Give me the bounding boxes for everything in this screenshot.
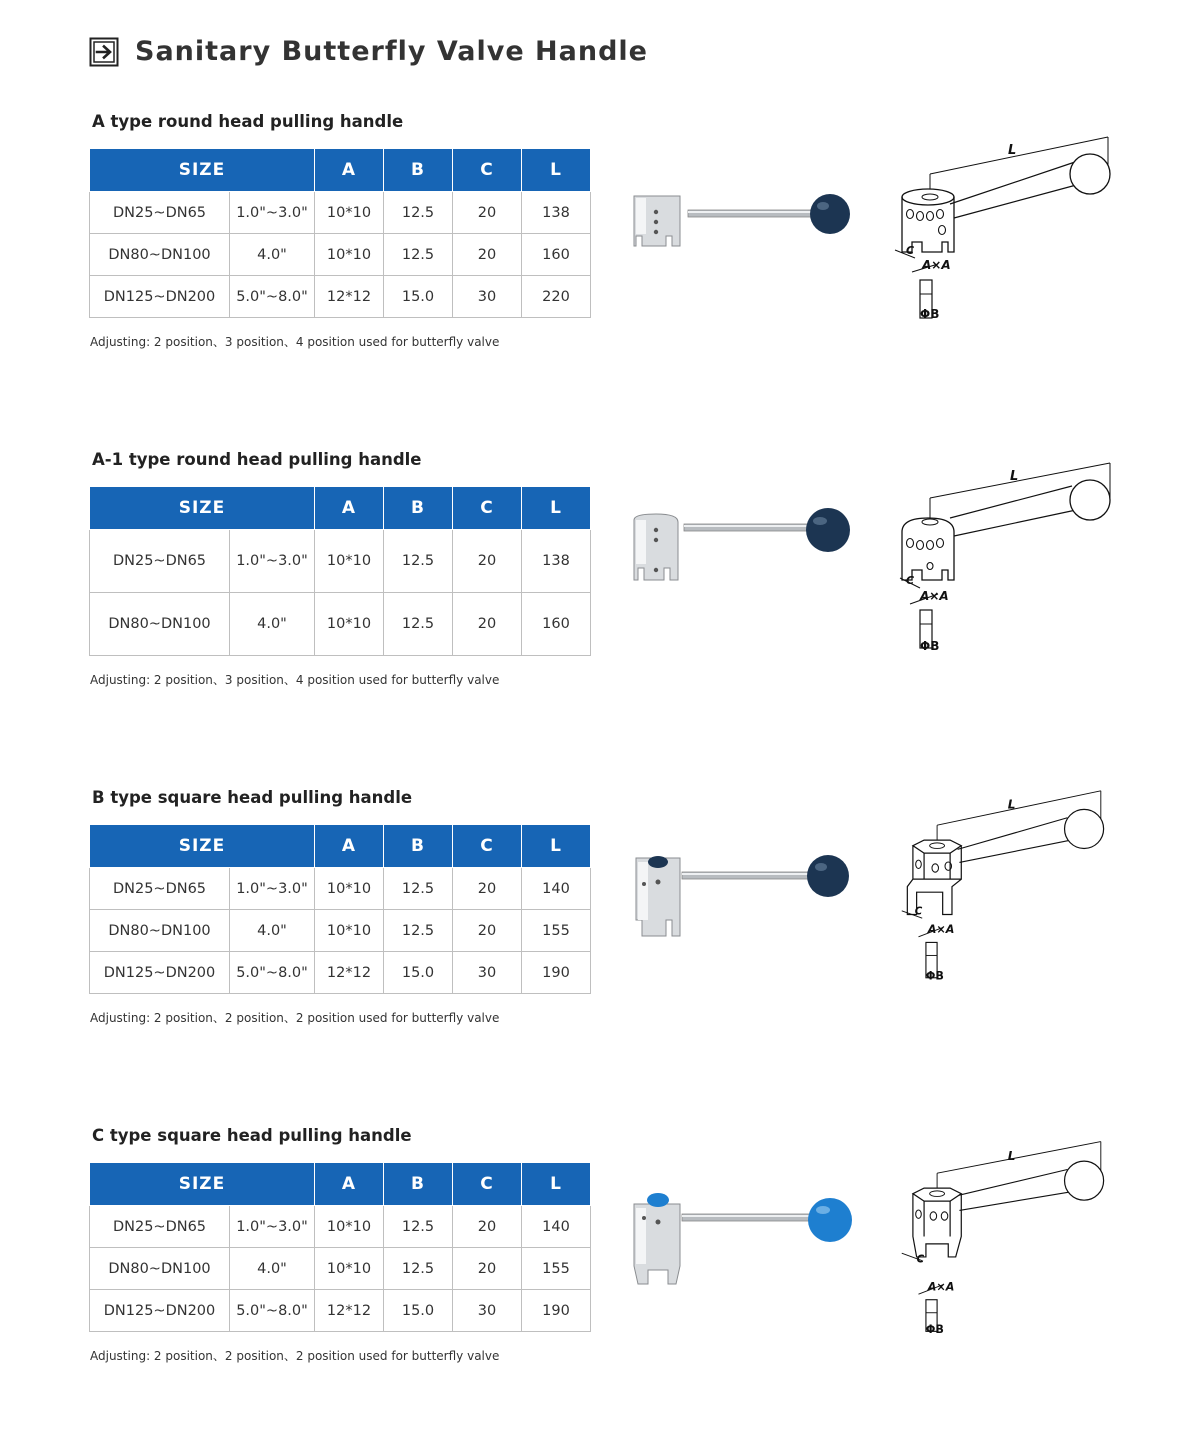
page-header [89,36,648,67]
label-phib: ΦB [925,1323,944,1336]
label-l: L [1007,797,1016,812]
cell-c: 20 [453,234,522,276]
head-highlight [636,520,646,564]
handle-drawing [890,1136,1120,1336]
cell-dn: DN125~DN200 [90,1290,230,1332]
label-phib: ΦB [925,969,944,983]
drawing-rod [958,1169,1071,1210]
cell-b: 15.0 [384,276,453,318]
cell-l: 160 [522,593,591,656]
cell-inch: 4.0" [230,1248,315,1290]
head-highlight [638,862,648,920]
header-c: C [453,825,522,868]
cell-l: 155 [522,910,591,952]
cell-l: 190 [522,952,591,994]
label-c: C [914,906,923,918]
cell-b: 12.5 [384,910,453,952]
handle-drawing [890,460,1120,660]
drawing-rod [950,162,1080,218]
head-hole [654,210,658,214]
spec-table [89,1162,591,1332]
cell-b: 12.5 [384,593,453,656]
cell-l: 155 [522,1248,591,1290]
cell-a: 10*10 [315,593,384,656]
label-axa: A×A [927,923,955,937]
knob-highlight [817,202,829,210]
header-b: B [384,149,453,192]
table-row [90,910,591,952]
cell-dn: DN25~DN65 [90,868,230,910]
head-hole [654,538,658,542]
table-header-row [90,1163,591,1206]
cell-inch: 5.0"~8.0" [230,1290,315,1332]
handle-photo [628,508,858,618]
cell-dn: DN25~DN65 [90,1206,230,1248]
cell-inch: 1.0"~3.0" [230,868,315,910]
cell-b: 15.0 [384,1290,453,1332]
cell-a: 10*10 [315,868,384,910]
header-b: B [384,825,453,868]
section-title: A type round head pulling handle [92,112,404,131]
cell-dn: DN25~DN65 [90,192,230,234]
cell-a: 10*10 [315,192,384,234]
table-row [90,192,591,234]
table-row [90,868,591,910]
table-header-row [90,149,591,192]
head-highlight [636,198,646,234]
drawing-holes [916,860,952,872]
cell-b: 12.5 [384,234,453,276]
cell-b: 15.0 [384,952,453,994]
spec-table [89,824,591,994]
cell-c: 20 [453,1206,522,1248]
handle-knob [806,508,850,552]
spec-table [89,486,591,656]
label-l: L [1007,1149,1016,1164]
cell-l: 160 [522,234,591,276]
adjusting-note: Adjusting: 2 position、3 position、4 position used for butterfly valve [90,335,500,349]
header-a: A [315,825,384,868]
head-hole [642,882,646,886]
cell-b: 12.5 [384,868,453,910]
drawing-knob [1070,480,1110,520]
cell-inch: 4.0" [230,234,315,276]
handle-photo [628,1192,858,1302]
drawing-holes [907,210,946,235]
cell-c: 20 [453,593,522,656]
cell-l: 190 [522,1290,591,1332]
table-row [90,952,591,994]
head-hole [654,528,658,532]
cell-c: 30 [453,952,522,994]
drawing-rod [950,486,1076,536]
handle-drawing [890,788,1120,988]
cell-c: 20 [453,1248,522,1290]
cell-c: 20 [453,192,522,234]
drawing-knob [1065,1161,1104,1200]
table-row [90,276,591,318]
table-row [90,1290,591,1332]
cell-a: 10*10 [315,1206,384,1248]
cell-dn: DN80~DN100 [90,1248,230,1290]
cell-l: 220 [522,276,591,318]
head-hole [654,220,658,224]
section-title: C type square head pulling handle [92,1126,412,1145]
drawing-head-top [902,189,954,205]
table-header-row [90,825,591,868]
label-c: C [916,1254,925,1266]
knob-highlight [815,863,827,871]
page-title: Sanitary Butterfly Valve Handle [135,36,648,67]
cell-c: 30 [453,276,522,318]
cell-b: 12.5 [384,192,453,234]
head-hole [656,880,661,885]
table-row [90,530,591,593]
label-axa: A×A [922,258,951,272]
arrow-right-box-icon [89,37,119,67]
cell-l: 140 [522,1206,591,1248]
label-c: C [906,574,915,587]
rod-highlight [682,873,816,875]
table-row [90,234,591,276]
header-size: SIZE [90,825,315,868]
handle-drawing [890,132,1120,332]
cell-a: 10*10 [315,234,384,276]
drawing-head-body [902,532,954,580]
header-b: B [384,487,453,530]
drawing-knob [1065,809,1104,848]
drawing-head-top [913,1188,961,1201]
adjusting-note: Adjusting: 2 position、3 position、4 position used for butterfly valve [90,673,500,687]
cell-a: 10*10 [315,530,384,593]
header-l: L [522,1163,591,1206]
label-phib: ΦB [920,639,940,653]
cell-b: 12.5 [384,1248,453,1290]
knob-highlight [816,1206,830,1214]
header-l: L [522,487,591,530]
table-header-row [90,487,591,530]
cell-a: 12*12 [315,1290,384,1332]
knob-highlight [813,517,827,525]
header-size: SIZE [90,487,315,530]
cell-dn: DN125~DN200 [90,276,230,318]
handle-photo [628,848,858,958]
head-hole [642,1216,646,1220]
cell-dn: DN25~DN65 [90,530,230,593]
drawing-holes [907,539,944,570]
label-l: L [1010,469,1019,484]
cell-l: 140 [522,868,591,910]
cell-l: 138 [522,192,591,234]
cell-b: 12.5 [384,530,453,593]
header-l: L [522,149,591,192]
cell-dn: DN80~DN100 [90,234,230,276]
drawing-head-body [913,1194,961,1257]
header-a: A [315,487,384,530]
header-c: C [453,487,522,530]
section-title: A-1 type round head pulling handle [92,450,422,469]
cell-dn: DN125~DN200 [90,952,230,994]
cell-inch: 4.0" [230,910,315,952]
cell-dn: DN80~DN100 [90,910,230,952]
header-l: L [522,825,591,868]
handle-knob [810,194,850,234]
head-cap [647,1193,669,1207]
table-row [90,1248,591,1290]
cell-l: 138 [522,530,591,593]
cell-c: 20 [453,868,522,910]
cell-inch: 4.0" [230,593,315,656]
header-a: A [315,1163,384,1206]
header-c: C [453,149,522,192]
handle-photo [628,184,858,294]
label-l: L [1008,143,1017,158]
header-b: B [384,1163,453,1206]
section-title: B type square head pulling handle [92,788,413,807]
cell-a: 10*10 [315,1248,384,1290]
drawing-head-top [913,840,961,853]
drawing-holes [916,1210,948,1220]
drawing-knob [1070,154,1110,194]
cell-a: 10*10 [315,910,384,952]
cell-inch: 1.0"~3.0" [230,530,315,593]
spec-table [89,148,591,318]
head-hole [654,568,658,572]
drawing-rod [958,818,1071,863]
cell-inch: 5.0"~8.0" [230,952,315,994]
label-axa: A×A [927,1280,955,1294]
cell-c: 20 [453,910,522,952]
adjusting-note: Adjusting: 2 position、2 position、2 position used for butterfly valve [90,1349,500,1363]
rod-highlight [684,525,812,527]
handle-knob [808,1198,852,1242]
label-axa: A×A [920,589,949,603]
head-cap [648,856,668,868]
cell-c: 20 [453,530,522,593]
handle-knob [807,855,849,897]
head-hole [656,1220,661,1225]
table-row [90,593,591,656]
rod-highlight [682,1215,816,1217]
cell-inch: 1.0"~3.0" [230,1206,315,1248]
cell-c: 30 [453,1290,522,1332]
header-c: C [453,1163,522,1206]
cell-b: 12.5 [384,1206,453,1248]
cell-dn: DN80~DN100 [90,593,230,656]
label-c: C [906,244,915,257]
adjusting-note: Adjusting: 2 position、2 position、2 position used for butterfly valve [90,1011,500,1025]
header-size: SIZE [90,149,315,192]
drawing-head-body [907,846,961,915]
cell-a: 12*12 [315,952,384,994]
header-a: A [315,149,384,192]
table-row [90,1206,591,1248]
label-phib: ΦB [920,307,940,321]
cell-a: 12*12 [315,276,384,318]
rod-highlight [688,211,826,213]
head-hole [654,230,658,234]
cell-inch: 5.0"~8.0" [230,276,315,318]
cell-inch: 1.0"~3.0" [230,192,315,234]
header-size: SIZE [90,1163,315,1206]
